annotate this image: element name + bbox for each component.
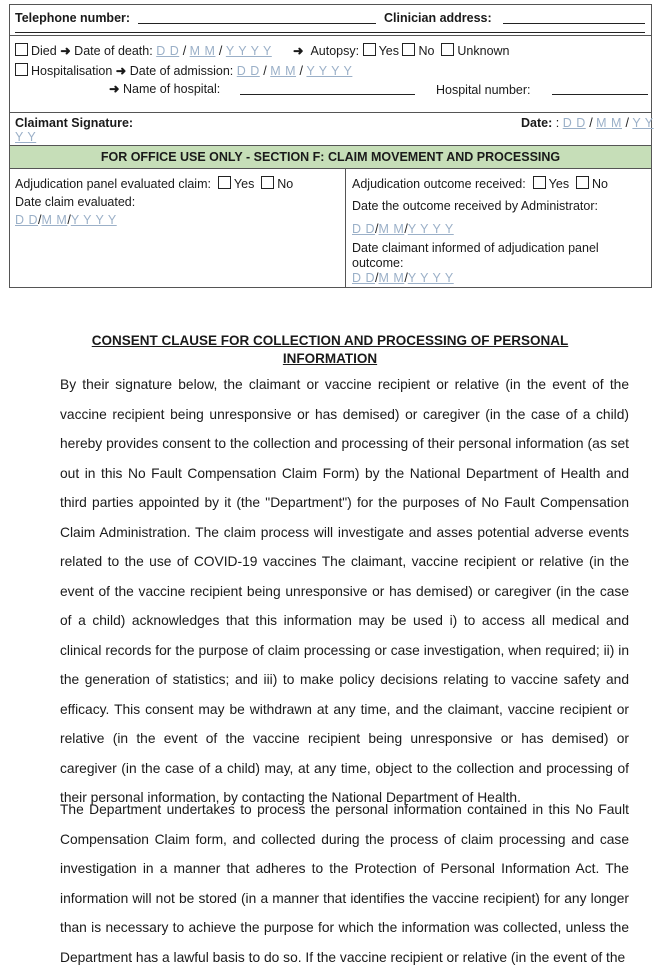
autopsy-yes-checkbox[interactable]: [363, 43, 376, 56]
claim-evaluated-date: D D/M M/Y Y Y Y: [15, 213, 117, 227]
admission-mm[interactable]: M M: [270, 64, 297, 78]
died-line: Died ➜ Date of death: D D / M M / Y Y Y Y: [15, 43, 272, 58]
signature-row: [10, 112, 654, 145]
admin-date-mm[interactable]: M M: [378, 222, 405, 236]
claim-evaluated-mm[interactable]: M M: [41, 213, 68, 227]
autopsy-unknown-label: Unknown: [457, 44, 510, 58]
date-of-death-label: Date of death:: [74, 44, 153, 58]
died-label: Died: [31, 44, 57, 58]
arrow-right-icon: ➜: [293, 44, 304, 58]
consent-heading-line1: CONSENT CLAUSE FOR COLLECTION AND PROCESSING OF PERSONAL: [91, 333, 569, 348]
telephone-label: Telephone number:: [15, 11, 131, 25]
outcome-no-label: No: [592, 177, 609, 191]
informed-date-mm[interactable]: M M: [378, 271, 405, 285]
claim-evaluated-yyyy[interactable]: Y Y Y Y: [70, 213, 117, 227]
signature-date-dd[interactable]: D D: [562, 116, 586, 130]
clinician-address-label: Clinician address:: [384, 11, 492, 25]
admission-dd[interactable]: D D: [236, 64, 260, 78]
autopsy-no-label: No: [418, 44, 435, 58]
consent-paragraph-2: The Department undertakes to process the personal information contained in this No Fault Compensation Claim form, and collected during the process of claim processing and case investigation in a manner that adheres to the Protection of Personal Information Act. The information will not be stored (in a manner that identifies the vaccine recipient) for any longer than is necessary to achieve the purpose for which the information was collected, unless the Department has a lawful basis to do so. If the vaccine recipient or relative (in the event of the: [60, 802, 629, 965]
outcome-received-line: [352, 176, 608, 191]
panel-evaluated-line: [15, 176, 293, 191]
arrow-right-icon: ➜: [109, 82, 120, 96]
admission-yyyy[interactable]: Y Y Y Y: [306, 64, 353, 78]
admin-date: D D/M M/Y Y Y Y: [352, 222, 454, 236]
hospital-name-line: [109, 81, 220, 96]
hospitalisation-line: Hospitalisation ➜ Date of admission: D D / M M / Y Y Y Y: [15, 63, 352, 78]
office-columns: [10, 168, 651, 287]
outcome-row: [10, 35, 651, 112]
panel-no-label: No: [277, 177, 294, 191]
name-of-hospital-label: Name of hospital:: [122, 82, 221, 96]
outcome-yes-checkbox[interactable]: [533, 176, 546, 189]
panel-yes-checkbox[interactable]: [218, 176, 231, 189]
death-dd[interactable]: D D: [156, 44, 180, 58]
informed-date-yyyy[interactable]: Y Y Y Y: [407, 271, 454, 285]
autopsy-label: Autopsy:: [310, 44, 360, 58]
consent-heading-line2: INFORMATION: [282, 351, 378, 366]
hospital-number-label: Hospital number:: [436, 83, 531, 97]
signature-date-prefix: :: [555, 116, 560, 130]
informed-label-1: Date claimant informed of adjudication panel: [352, 241, 599, 255]
informed-date: D D/M M/Y Y Y Y: [352, 271, 454, 285]
hospitalisation-checkbox[interactable]: [15, 63, 28, 76]
signature-date: Date: : D D / M M / Y Y: [521, 116, 654, 130]
signature-date-yy[interactable]: Y Y: [632, 116, 654, 130]
claim-evaluated-dd[interactable]: D D: [15, 213, 39, 227]
hospital-number-field[interactable]: [552, 81, 648, 95]
consent-heading: [0, 332, 660, 368]
office-use-heading: FOR OFFICE USE ONLY - SECTION F: CLAIM MOVEMENT AND PROCESSING: [10, 145, 651, 168]
informed-date-dd[interactable]: D D: [352, 271, 376, 285]
outcome-no-checkbox[interactable]: [576, 176, 589, 189]
autopsy-line: [293, 43, 510, 58]
informed-label-2: outcome:: [352, 256, 404, 270]
contact-row: [10, 4, 651, 35]
panel-evaluated-label: Adjudication panel evaluated claim:: [15, 177, 211, 191]
claim-form: [9, 4, 652, 288]
death-yyyy[interactable]: Y Y Y Y: [225, 44, 272, 58]
consent-paragraph-1: By their signature below, the claimant or vaccine recipient or relative (in the event of the vaccine recipient being unresponsive or has demised) or caregiver (in the case of a child) hereby provides consent to the collection and processing of their personal information (as set out in this No Fault Compensation Claim Form) by the National Department of Health and third parties appointed by it (the "Department") for the purposes of No Fault Compensation Claim Administration. The claim process will investigate and asses potential adverse events related to the use of COVID-19 vaccines The claimant, vaccine recipient or relative (in the event of the vaccine recipient being unresponsive or has demised) or caregiver (in the case of a child) acknowledges that this information may be used i) to access all medical and clinical records for the purpose of claim processing or case investigation, when required; ii) in the generation of statistics; and iii) to make policy decisions relating to vaccine safety and efficacy. This consent may be withdrawn at any time, and the claimant, vaccine recipient or relative (in the event of the vaccine recipient being unresponsive or has demised) or caregiver (in the case of a child) may, at any time, object to the collection and processing of their personal information, by contacting the National Department of Health.: [60, 377, 629, 805]
died-checkbox[interactable]: [15, 43, 28, 56]
hospitalisation-label: Hospitalisation: [31, 64, 113, 78]
date-of-admission-label: Date of admission:: [129, 64, 234, 78]
autopsy-no-checkbox[interactable]: [402, 43, 415, 56]
signature-date-mm[interactable]: M M: [596, 116, 622, 130]
date-claim-evaluated-label: Date claim evaluated:: [15, 195, 136, 209]
arrow-right-icon: ➜: [115, 64, 127, 78]
autopsy-unknown-checkbox[interactable]: [441, 43, 454, 56]
admin-date-dd[interactable]: D D: [352, 222, 376, 236]
admin-date-label: Date the outcome received by Administrator:: [352, 199, 598, 213]
autopsy-yes-label: Yes: [378, 44, 399, 58]
office-right-column: [346, 169, 651, 287]
hospital-name-field[interactable]: [240, 81, 415, 95]
outcome-received-label: Adjudication outcome received:: [352, 177, 526, 191]
admin-date-yyyy[interactable]: Y Y Y Y: [407, 222, 454, 236]
clinician-address-line2[interactable]: [15, 21, 645, 33]
signature-date-label: Date:: [521, 116, 553, 130]
arrow-right-icon: ➜: [60, 44, 71, 58]
panel-yes-label: Yes: [233, 177, 255, 191]
panel-no-checkbox[interactable]: [261, 176, 274, 189]
office-left-column: [10, 169, 346, 287]
signature-date-yy-wrap[interactable]: Y Y: [15, 130, 37, 144]
outcome-yes-label: Yes: [548, 177, 570, 191]
claimant-signature-label: Claimant Signature:: [15, 116, 134, 130]
death-mm[interactable]: M M: [189, 44, 216, 58]
